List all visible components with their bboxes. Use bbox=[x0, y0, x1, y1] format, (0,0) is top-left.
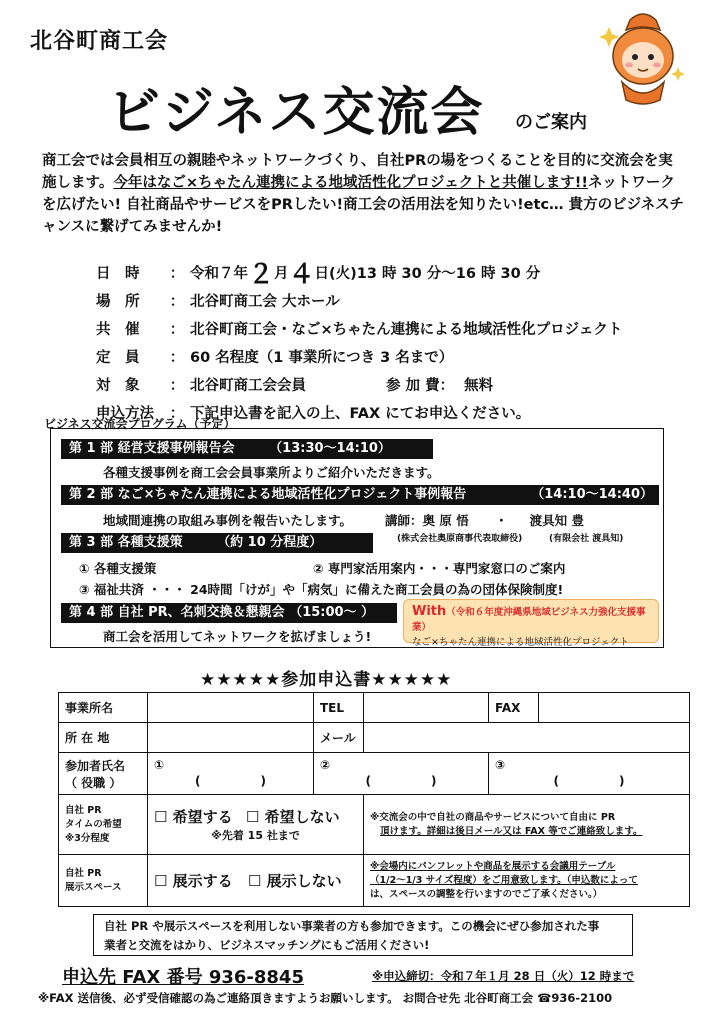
address-label: 所 在 地 bbox=[59, 723, 148, 753]
section-1-bar bbox=[61, 439, 433, 459]
section-2-text: 地域間連携の取組み事例を報告いたします。 bbox=[103, 513, 353, 528]
exhibit-no-checkbox[interactable]: ☐ 展示しない bbox=[247, 872, 342, 890]
fax-number: 申込先 FAX 番号 936-8845 bbox=[62, 967, 304, 988]
section-3-item-3: ③ 福祉共済 ・・・ 24時間「けが」や「病気」に備えた商工会員の為の団体保険制度! bbox=[79, 582, 564, 597]
exhibit-label bbox=[59, 855, 148, 907]
speaker-label: 講師： bbox=[385, 513, 423, 528]
participant-1-role: ( ) bbox=[195, 774, 266, 788]
date-label: 日 時 bbox=[96, 265, 140, 282]
pr-note-2: 頂けます。詳細は後日メール又は FAX 等でご連絡致します。 bbox=[380, 825, 643, 837]
date-day: ４ bbox=[288, 259, 315, 290]
program-box bbox=[50, 428, 664, 648]
mail-field[interactable] bbox=[364, 723, 690, 753]
section-4-text: 商工会を活用してネットワークを拡げましょう! bbox=[103, 629, 372, 644]
capacity-value: 60 名程度（1 事業所につき 3 名まで） bbox=[190, 349, 454, 366]
target-value: 北谷町商工会会員 bbox=[190, 377, 306, 394]
pr-note-1: ※交流会の中で自社の商品やサービスについて自由に PR bbox=[370, 811, 616, 823]
exhibit-yes-checkbox[interactable]: ☐ 展示する bbox=[154, 872, 233, 890]
detail-venue bbox=[96, 286, 706, 314]
tel-field[interactable] bbox=[364, 693, 489, 723]
tel-label: TEL bbox=[314, 693, 364, 723]
fee-value: 無料 bbox=[464, 377, 494, 394]
fax-label: FAX bbox=[489, 693, 539, 723]
participant-3-field[interactable] bbox=[489, 753, 690, 795]
section-4-bar bbox=[61, 603, 397, 623]
pr-no-checkbox[interactable]: ☐ 希望しない bbox=[245, 808, 340, 826]
apply-label: 申込方法 bbox=[96, 405, 154, 422]
host-value: 北谷町商工会・なご×ちゃたん連携による地域活性化プロジェクト bbox=[190, 321, 623, 338]
target-label: 対 象 bbox=[96, 377, 140, 394]
pr-yes-checkbox[interactable]: ☐ 希望する bbox=[154, 808, 233, 826]
event-details bbox=[96, 258, 706, 426]
colon: ： bbox=[169, 265, 185, 282]
company-label: 事業所名 bbox=[59, 693, 148, 723]
speaker-1: 奥 原 悟 bbox=[422, 513, 469, 528]
capacity-label: 定 員 bbox=[96, 349, 140, 366]
colon: ： bbox=[169, 349, 185, 366]
deadline: ※申込締切：令和７年１月 28 日（火）12 時まで bbox=[372, 969, 635, 983]
form-row-pr-time bbox=[59, 795, 690, 855]
notice-line-1: 自社 PR や展示スペースを利用しない事業者の方も参加できます。この機会にぜひ参加された事 bbox=[104, 919, 600, 933]
exhibit-note bbox=[364, 855, 690, 907]
participant-2-field[interactable] bbox=[314, 753, 489, 795]
form-row-company bbox=[59, 693, 690, 723]
participant-label bbox=[59, 753, 148, 795]
participant-3-role: ( ) bbox=[553, 774, 625, 788]
fax-field[interactable] bbox=[539, 693, 690, 723]
notice-box bbox=[93, 914, 633, 956]
footer-note: ※FAX 送信後、必ず受信確認の為ご連絡頂きますようお願いします。 お問合せ先 北谷町商工会 ☎936-2100 bbox=[38, 991, 613, 1005]
pr-time-note bbox=[364, 795, 690, 855]
colon: ： bbox=[169, 377, 185, 394]
notice-line-2: 業者と交流をはかり、ビジネスマッチングにもご活用ください! bbox=[104, 938, 430, 952]
speaker-2-org: (有限会社 渡具知) bbox=[549, 534, 624, 544]
with-subtitle: （令和６年度沖縄県地域ビジネス力強化支援事業） bbox=[412, 607, 646, 633]
intro-text bbox=[42, 150, 687, 238]
form-row-participants bbox=[59, 753, 690, 795]
fee-label: 参 加 費： bbox=[386, 377, 455, 394]
section-1-title: 第 1 部 経営支援事例報告会 bbox=[69, 441, 235, 456]
with-text: なご×ちゃたん連携による地域活性化プロジェクト bbox=[412, 637, 629, 648]
application-form bbox=[58, 692, 690, 907]
date-month-unit: 月 bbox=[274, 265, 289, 282]
org-name: 北谷町商工会 bbox=[30, 29, 169, 54]
page-title: ビジネス交流会 bbox=[108, 83, 485, 143]
date-rest: (火)13 時 30 分〜16 時 30 分 bbox=[329, 265, 541, 282]
participant-3-number: ③ bbox=[495, 758, 506, 772]
exhibit-options bbox=[148, 855, 364, 907]
pr-label-1: 自社 PR bbox=[65, 804, 102, 816]
section-2-speakers bbox=[385, 511, 584, 529]
section-2-bar bbox=[61, 485, 659, 505]
detail-date bbox=[96, 258, 706, 290]
section-2-title: 第 2 部 なご×ちゃたん連携による地域活性化プロジェクト事例報告 bbox=[69, 487, 467, 502]
section-3-item-1: ① 各種支援策 bbox=[79, 561, 157, 576]
pr-label-2: タイムの希望 bbox=[65, 818, 122, 830]
section-3-title: 第 3 部 各種支援策 bbox=[69, 535, 183, 550]
participant-1-number: ① bbox=[154, 758, 165, 772]
colon: ： bbox=[169, 405, 185, 422]
form-title: ★★★★★参加申込書★★★★★ bbox=[200, 670, 453, 690]
company-field[interactable] bbox=[148, 693, 314, 723]
with-word: With bbox=[412, 604, 447, 619]
colon: ： bbox=[169, 293, 185, 310]
section-1-text: 各種支援事例を商工会会員事業所よりご紹介いただきます。 bbox=[103, 465, 440, 480]
host-label: 共 催 bbox=[96, 321, 140, 338]
exhibit-note-2: （1/2〜1/3 サイズ程度）をご用意致します。（申込数によって bbox=[370, 874, 638, 886]
with-box bbox=[403, 599, 659, 648]
pr-first-note: ※先着 15 社まで bbox=[211, 829, 300, 842]
section-1-time: （13:30〜14:10） bbox=[269, 441, 391, 456]
participant-2-number: ② bbox=[320, 758, 331, 772]
exhibit-label-1: 自社 PR bbox=[65, 867, 102, 879]
with-title bbox=[412, 604, 650, 635]
section-3-time: （約 10 分程度） bbox=[217, 535, 323, 550]
exhibit-label-2: 展示スペース bbox=[65, 881, 122, 893]
speaker-2: 渡具知 豊 bbox=[529, 513, 584, 528]
intro-p2: 今年はなご×ちゃたん連携による地域活性化プロジェクトと共催します!! bbox=[113, 175, 588, 191]
program-label: ビジネス交流会プログラム（予定） bbox=[44, 417, 236, 431]
address-field[interactable] bbox=[148, 723, 314, 753]
pr-time-options bbox=[148, 795, 364, 855]
pr-label-3: ※3分程度 bbox=[65, 832, 110, 844]
section-2-time: （14:10〜14:40） bbox=[531, 487, 653, 502]
exhibit-note-1: ※会場内にパンフレットや商品を展示する会議用テーブル bbox=[370, 860, 616, 872]
colon: ： bbox=[169, 321, 185, 338]
intro-p3: ネットワークを広げたい! 自社商品やサービスをPRしたい!商工会の活用法を知りたい!etc… 貴方のビジネスチャンスに繋げてみませんか! bbox=[42, 175, 684, 235]
speaker-1-org: (株式会社奥原商事代表取締役) bbox=[397, 534, 523, 544]
date-month: ２ bbox=[248, 259, 275, 290]
section-3-item-2: ② 専門家活用案内・・・専門家窓口のご案内 bbox=[313, 561, 566, 576]
exhibit-note-3: は、スペースの調整を行いますのでご了承ください。） bbox=[370, 888, 603, 900]
participant-role-label: （ 役職 ） bbox=[65, 775, 122, 790]
date-day-unit: 日 bbox=[314, 265, 330, 282]
form-row-address bbox=[59, 723, 690, 753]
detail-target bbox=[96, 370, 706, 398]
intro-p1: 商工会では会員相互の親睦やネットワークづくり、自社PRの場をつくることを目的に交流会を実施します。 bbox=[42, 153, 673, 191]
participant-name-label: 参加者氏名 bbox=[65, 758, 126, 773]
mail-label: メール bbox=[314, 723, 364, 753]
participant-2-role: ( ) bbox=[365, 774, 437, 788]
participant-1-field[interactable] bbox=[148, 753, 314, 795]
section-3-bar bbox=[61, 533, 373, 553]
detail-host bbox=[96, 314, 706, 342]
form-row-exhibit bbox=[59, 855, 690, 907]
apply-value: 下記申込書を記入の上、FAX にてお申込ください。 bbox=[190, 405, 531, 422]
detail-capacity bbox=[96, 342, 706, 370]
venue-label: 場 所 bbox=[96, 293, 140, 310]
mascot-illustration bbox=[600, 12, 686, 108]
date-era: 令和７年 bbox=[190, 265, 248, 282]
section-4-title: 第 4 部 自社 PR、名刺交換＆懇親会 （15:00〜 ） bbox=[69, 605, 375, 620]
pr-time-label bbox=[59, 795, 148, 855]
speaker-separator: ・ bbox=[495, 513, 508, 528]
page-title-sub: のご案内 bbox=[515, 112, 587, 133]
venue-value: 北谷町商工会 大ホール bbox=[190, 293, 340, 310]
